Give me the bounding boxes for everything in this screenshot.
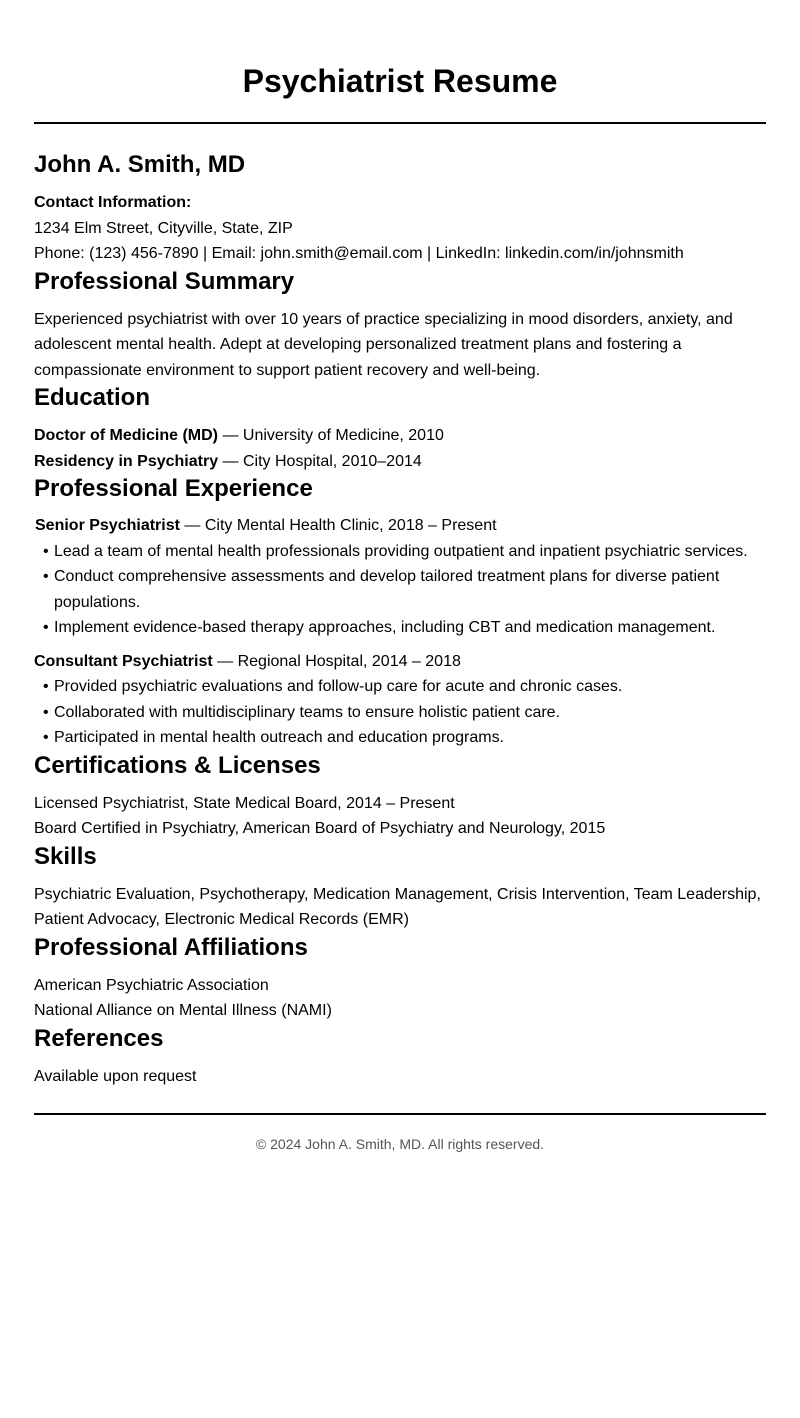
bullet-icon: • (43, 568, 49, 585)
references-heading: References (34, 1024, 164, 1052)
contact-label: Contact Information: (34, 194, 192, 211)
list-item: • Provided psychiatric evaluations and follow-up care for acute and chronic cases. (34, 674, 766, 700)
page-title: Psychiatrist Resume (242, 63, 558, 99)
job-bullets (34, 539, 766, 641)
footer-divider (34, 1113, 766, 1115)
experience-section (34, 474, 766, 751)
contact-address: 1234 Elm Street, Cityville, State, ZIP (34, 219, 293, 237)
candidate-name: John A. Smith, MD (34, 151, 246, 178)
footer-copyright: © 2024 John A. Smith, MD. All rights reserved. (255, 1136, 545, 1152)
bullet-icon: • (43, 619, 49, 636)
job-entry (34, 513, 766, 641)
job-title: Senior Psychiatrist (35, 517, 180, 534)
education-item (34, 449, 766, 475)
affiliation-item: National Alliance on Mental Illness (NAMI) (34, 1002, 332, 1019)
bullet-icon: • (43, 678, 49, 695)
header-divider (34, 122, 766, 124)
contact-details: Phone: (123) 456-7890 | Email: john.smith@email.com | LinkedIn: linkedin.com/in/johnsmith (34, 245, 684, 262)
job-detail: — Regional Hospital, 2014 – 2018 (212, 652, 461, 670)
affiliations-heading: Professional Affiliations (34, 933, 308, 961)
list-item: • Implement evidence-based therapy approaches, including CBT and medication management. (34, 615, 766, 641)
bullet-icon: • (43, 729, 49, 746)
summary-text: Experienced psychiatrist with over 10 years of practice specializing in mood disorders, anxiety, and adolescent mental health. Adept at developing personalized treatment plans and fostering a compassionate environment to support patient recovery and well-being. (34, 310, 733, 379)
list-item: • Participated in mental health outreach and education programs. (34, 725, 766, 751)
education-section (34, 383, 766, 474)
education-degree: Doctor of Medicine (MD) (34, 427, 218, 444)
contact-section (34, 190, 766, 267)
skills-text: Psychiatric Evaluation, Psychotherapy, Medication Management, Crisis Intervention, Team Leadership, Patient Advocacy, Electronic Medical Records (EMR) (34, 885, 761, 928)
affiliation-item: American Psychiatric Association (34, 976, 269, 994)
skills-section (34, 842, 766, 933)
job-detail: — City Mental Health Clinic, 2018 – Present (179, 517, 497, 534)
experience-heading: Professional Experience (34, 475, 313, 502)
bullet-icon: • (43, 703, 49, 721)
affiliations-section (34, 933, 766, 1024)
list-item: • Collaborated with multidisciplinary teams to ensure holistic patient care. (34, 700, 766, 726)
certification-item: Board Certified in Psychiatry, American Board of Psychiatry and Neurology, 2015 (34, 820, 606, 837)
summary-heading: Professional Summary (34, 267, 295, 295)
certifications-heading: Certifications & Licenses (34, 751, 321, 779)
certification-item: Licensed Psychiatrist, State Medical Board, 2014 – Present (34, 794, 455, 812)
bullet-icon: • (43, 542, 49, 560)
education-detail: — City Hospital, 2010–2014 (218, 452, 422, 470)
skills-heading: Skills (34, 842, 97, 870)
education-item (34, 423, 766, 449)
references-text: Available upon request (34, 1067, 197, 1085)
education-degree: Residency in Psychiatry (34, 452, 219, 470)
job-title: Consultant Psychiatrist (34, 652, 213, 670)
references-section (34, 1024, 766, 1090)
certifications-section (34, 751, 766, 842)
list-item: • Conduct comprehensive assessments and develop tailored treatment plans for diverse patient populations. (34, 564, 766, 615)
job-entry (34, 649, 766, 751)
job-bullets (34, 674, 766, 751)
job-header (34, 513, 766, 539)
list-item: • Lead a team of mental health professionals providing outpatient and inpatient psychiatric services. (34, 539, 766, 565)
job-header (34, 649, 766, 675)
summary-section (34, 267, 766, 384)
education-heading: Education (34, 384, 151, 411)
education-detail: — University of Medicine, 2010 (218, 427, 444, 444)
